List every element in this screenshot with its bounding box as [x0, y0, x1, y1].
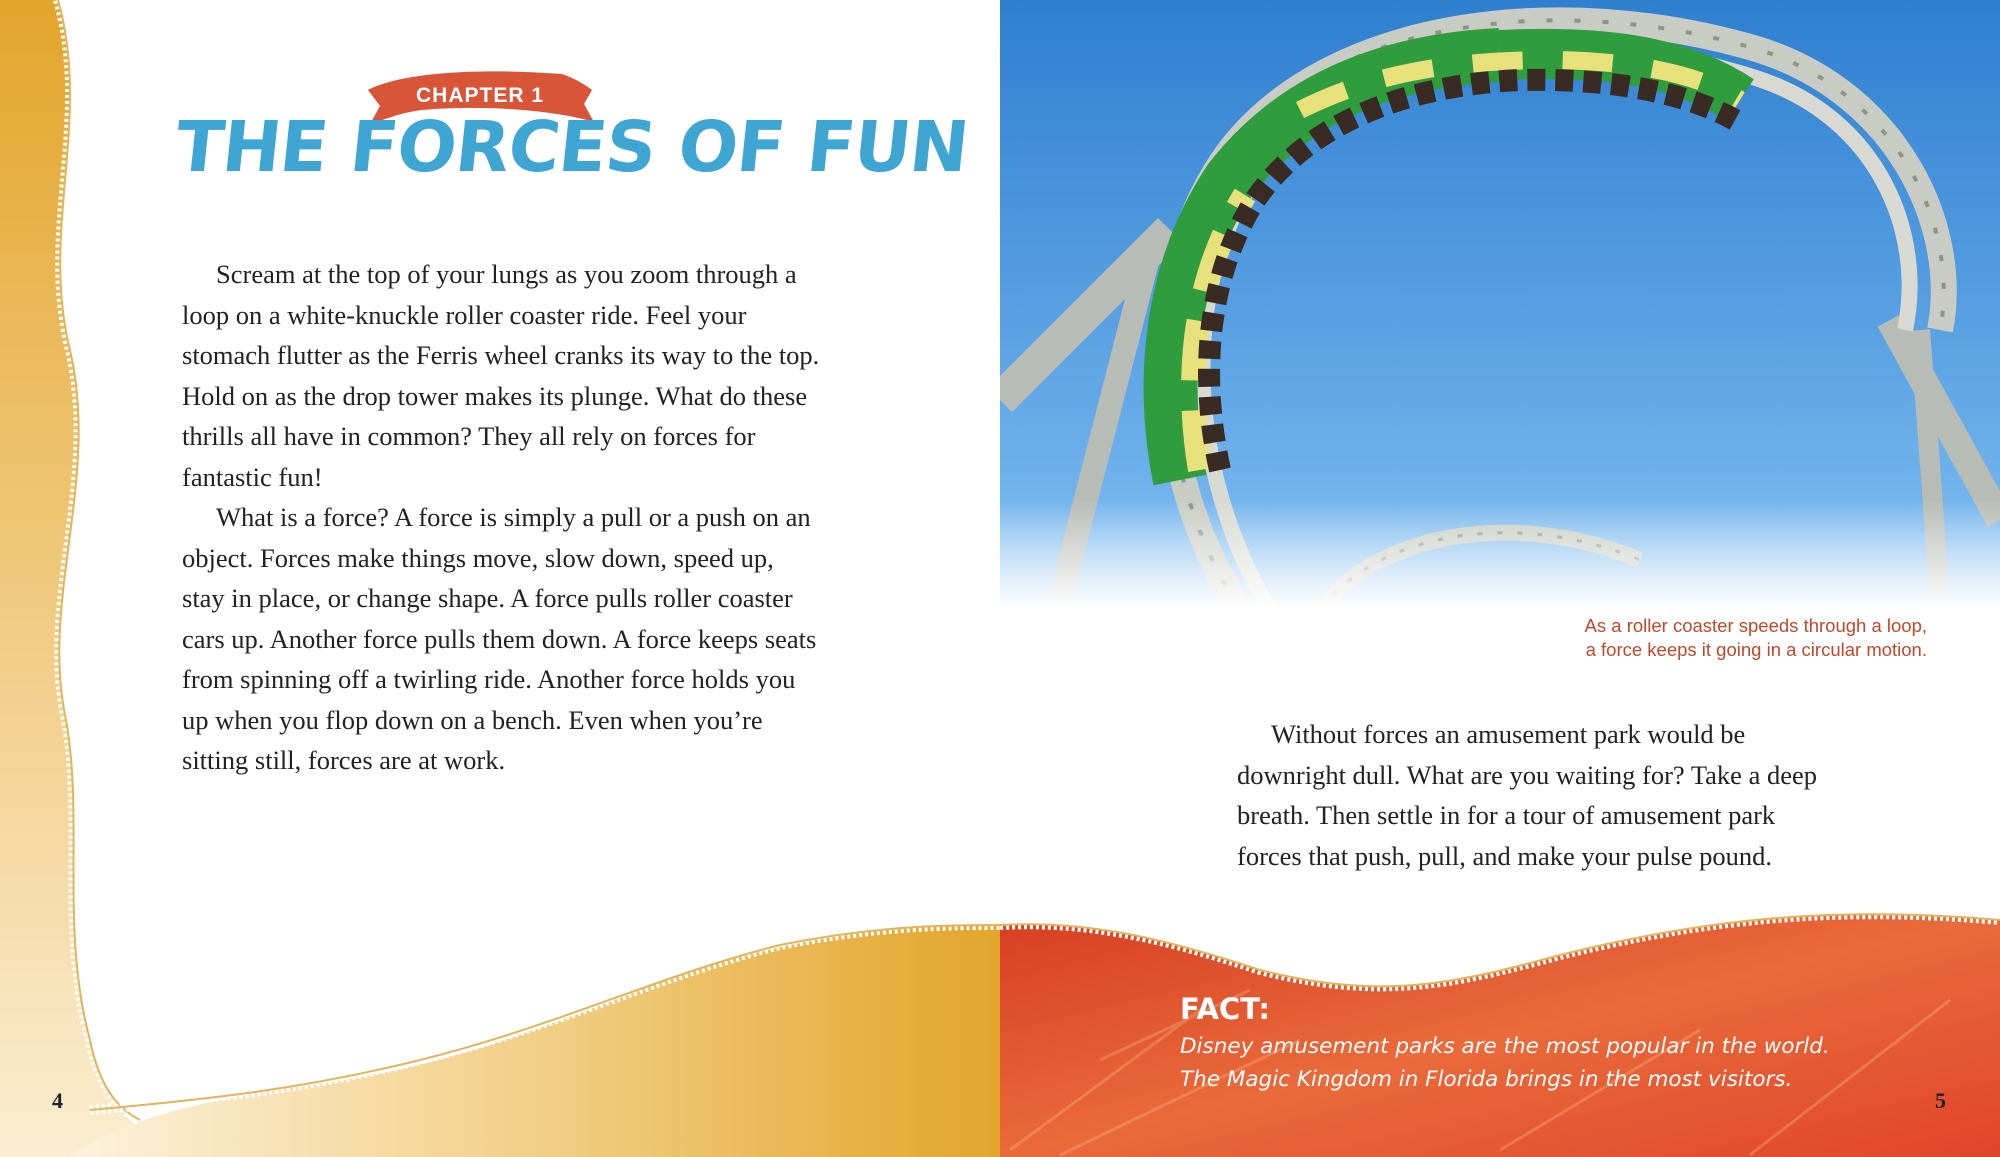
caption-line: As a roller coaster speeds through a loop, — [1584, 615, 1927, 636]
page-number-right: 5 — [1935, 1088, 1946, 1113]
left-gold-band — [0, 0, 170, 1157]
fact-text — [1180, 1030, 1900, 1096]
paragraph: Without forces an amusement park would be downright dull. What are you waiting for? Take a deep breath. Then settle in for a tour of amusement park forces that push, pull, and make your pulse pound. — [1237, 719, 1817, 871]
photo-caption — [1407, 614, 1927, 662]
page-number-left: 4 — [52, 1088, 63, 1113]
paragraph: Scream at the top of your lungs as you zoom through a loop on a white-knuckle roller coaster ride. Feel your stomach flutter as the Ferris wheel cranks its way to the top. Hold on as the drop tower makes its plunge. What do these thrills all have in common? They all rely on forces for fantastic fun! — [182, 259, 820, 492]
roller-coaster-photo — [1000, 0, 2000, 610]
chapter-label: CHAPTER 1 — [415, 84, 545, 107]
right-body-text — [1237, 714, 1837, 876]
chapter-title: THE FORCES OF FUN — [171, 106, 972, 188]
bottom-gold-wave — [70, 925, 1000, 1157]
paragraph: What is a force? A force is simply a pull or a push on an object. Forces make things move, slow down, speed up, stay in place, or change shape. A force pulls roller coaster cars up. Another force pulls them down. A force keeps seats from spinning off a twirling ride. Another force holds you up when you flop down on a bench. Even when you’re sitting still, forces are at work. — [182, 502, 817, 775]
left-body-text — [182, 254, 822, 781]
fact-line: Disney amusement parks are the most popular in the world. — [1180, 1034, 1830, 1059]
fact-line: The Magic Kingdom in Florida brings in the most visitors. — [1180, 1067, 1793, 1092]
fact-title: FACT: — [1180, 992, 1271, 1026]
caption-line: a force keeps it going in a circular motion. — [1585, 639, 1927, 660]
